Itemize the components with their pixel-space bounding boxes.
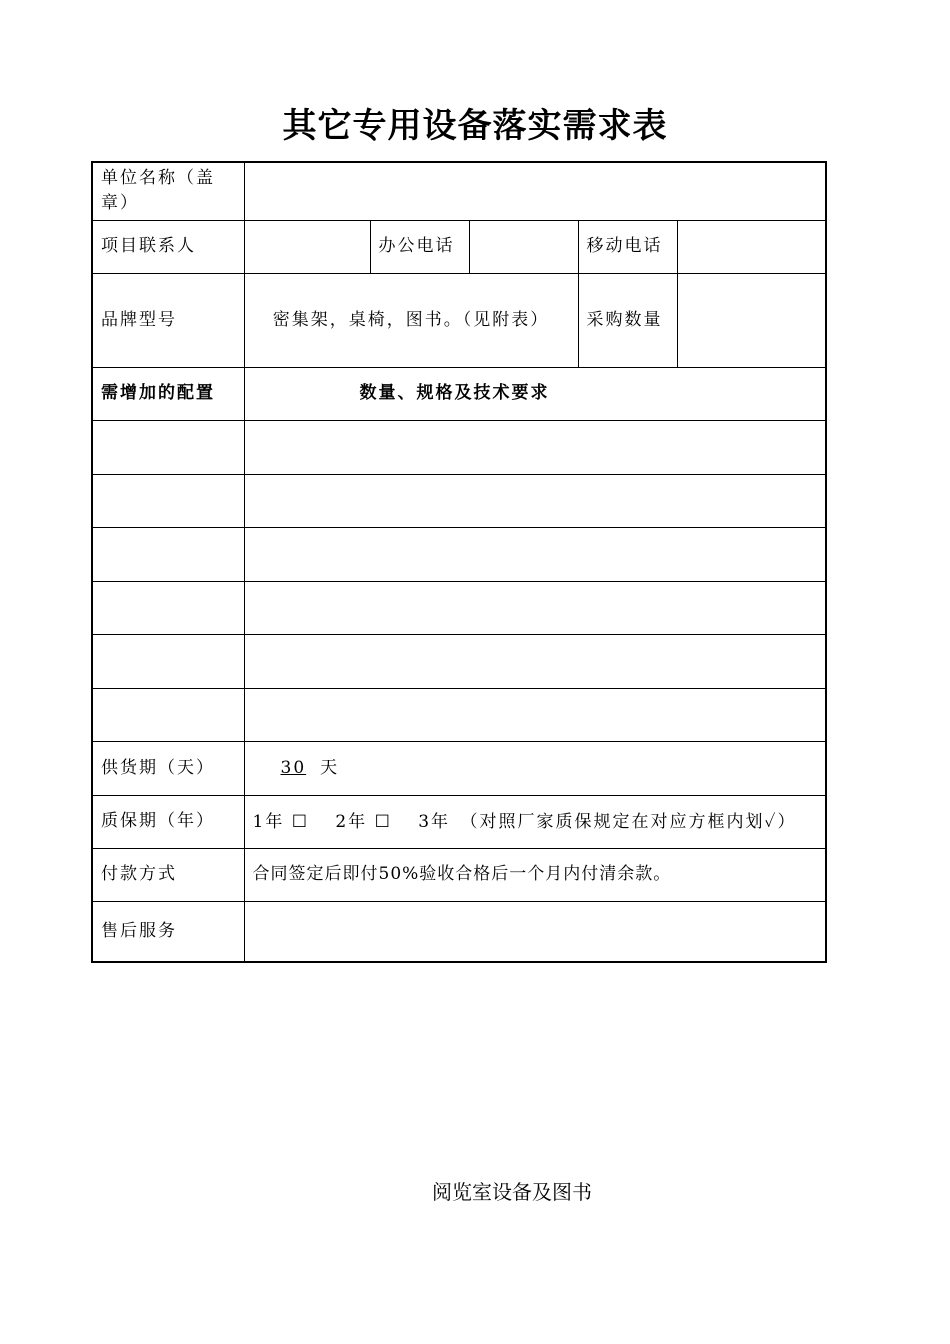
row-brand-model bbox=[92, 273, 826, 367]
config-row bbox=[92, 420, 826, 474]
row-delivery bbox=[92, 741, 826, 795]
spec-header: 数量、规格及技术要求 bbox=[244, 367, 826, 420]
delivery-label: 供货期（天） bbox=[92, 741, 244, 795]
config-item-field[interactable] bbox=[92, 688, 244, 741]
brand-model-label: 品牌型号 bbox=[92, 273, 244, 367]
contact-label: 项目联系人 bbox=[92, 220, 244, 273]
payment-terms: 合同签定后即付50%验收合格后一个月内付清余款。 bbox=[244, 848, 826, 901]
purchase-qty-label: 采购数量 bbox=[578, 273, 677, 367]
config-item-field[interactable] bbox=[92, 474, 244, 527]
config-row bbox=[92, 474, 826, 527]
config-row bbox=[92, 688, 826, 741]
config-row bbox=[92, 581, 826, 634]
row-warranty bbox=[92, 795, 826, 848]
after-sales-label: 售后服务 bbox=[92, 901, 244, 962]
unit-name-field[interactable] bbox=[244, 162, 826, 220]
row-unit-name bbox=[92, 162, 826, 220]
config-spec-field[interactable] bbox=[244, 420, 826, 474]
footer-caption: 阅览室设备及图书 bbox=[432, 1180, 592, 1204]
row-contact bbox=[92, 220, 826, 273]
contact-field[interactable] bbox=[244, 220, 370, 273]
config-row bbox=[92, 527, 826, 581]
mobile-phone-label: 移动电话 bbox=[578, 220, 677, 273]
config-spec-field[interactable] bbox=[244, 581, 826, 634]
config-spec-field[interactable] bbox=[244, 527, 826, 581]
delivery-days[interactable]: 30 bbox=[280, 757, 307, 778]
row-config-header bbox=[92, 367, 826, 420]
page-title: 其它专用设备落实需求表 bbox=[282, 106, 668, 146]
config-spec-field[interactable] bbox=[244, 688, 826, 741]
row-payment bbox=[92, 848, 826, 901]
config-row bbox=[92, 634, 826, 688]
after-sales-field[interactable] bbox=[244, 901, 826, 962]
config-item-field[interactable] bbox=[92, 634, 244, 688]
requirement-form-table bbox=[91, 161, 827, 963]
delivery-unit: 天 bbox=[320, 757, 340, 778]
config-header: 需增加的配置 bbox=[92, 367, 244, 420]
purchase-qty-field[interactable] bbox=[677, 273, 826, 367]
brand-model-value: 密集架，桌椅，图书。（见附表） bbox=[244, 273, 578, 367]
row-after-sales bbox=[92, 901, 826, 962]
config-item-field[interactable] bbox=[92, 527, 244, 581]
mobile-phone-field[interactable] bbox=[677, 220, 826, 273]
warranty-label: 质保期（年） bbox=[92, 795, 244, 848]
config-spec-field[interactable] bbox=[244, 634, 826, 688]
office-phone-label: 办公电话 bbox=[370, 220, 469, 273]
config-item-field[interactable] bbox=[92, 581, 244, 634]
delivery-value bbox=[244, 741, 826, 795]
config-item-field[interactable] bbox=[92, 420, 244, 474]
warranty-options[interactable]: 1年 ☐ 2年 ☐ 3年 （对照厂家质保规定在对应方框内划✓） bbox=[244, 795, 826, 848]
unit-name-label: 单位名称（盖章） bbox=[92, 162, 244, 220]
config-spec-field[interactable] bbox=[244, 474, 826, 527]
office-phone-field[interactable] bbox=[469, 220, 578, 273]
payment-label: 付款方式 bbox=[92, 848, 244, 901]
